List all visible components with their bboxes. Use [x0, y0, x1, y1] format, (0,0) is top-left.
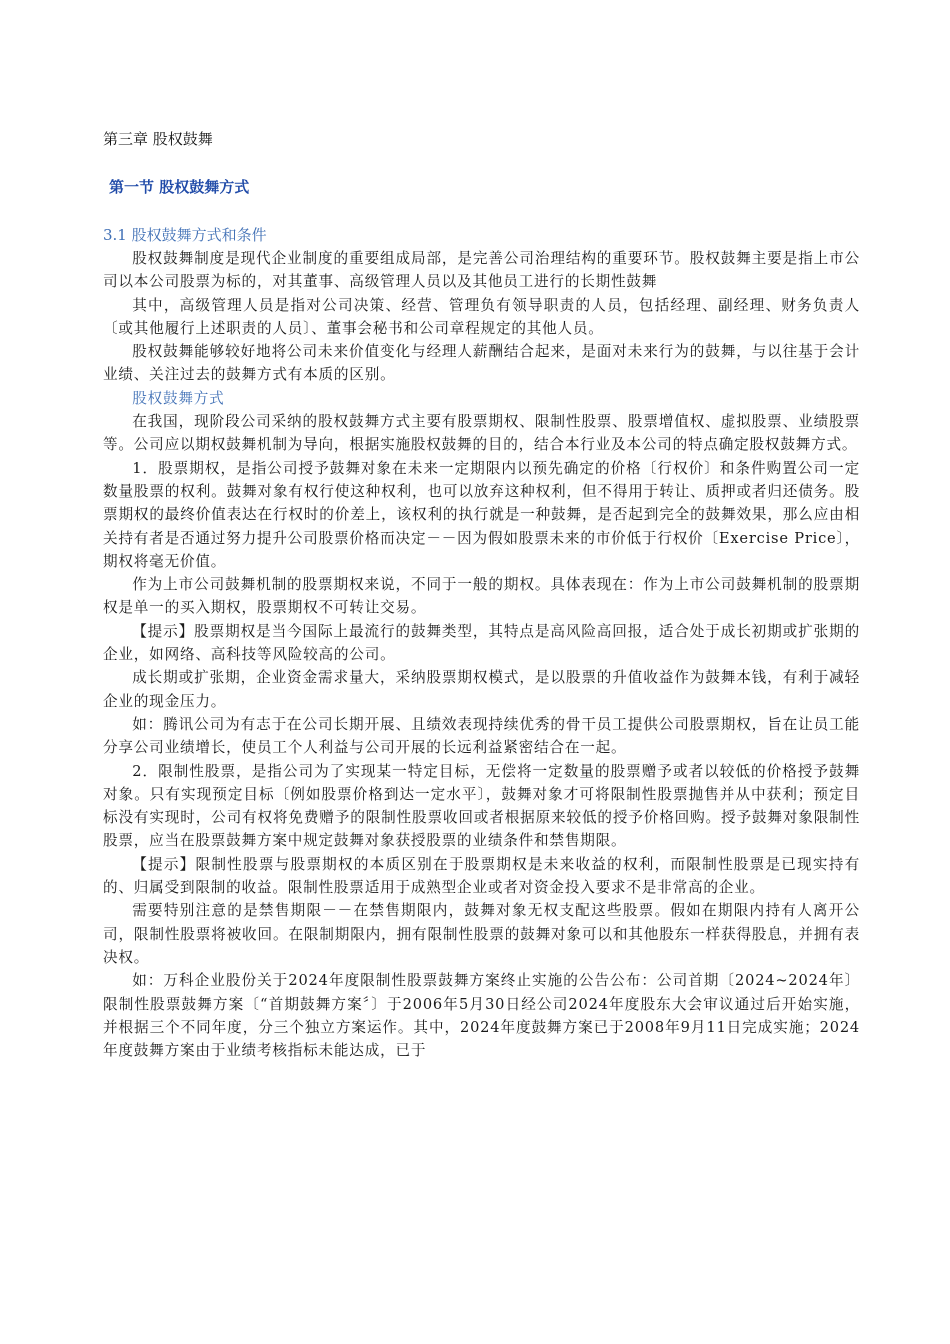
- paragraph: 2．限制性股票，是指公司为了实现某一特定目标，无偿将一定数量的股票赠予或者以较低的价格授予鼓舞对象。只有实现预定目标〔例如股票价格到达一定水平〕，鼓舞对象才可将限制性股票抛售并从中获利；预定目标没有实现时，公司有权将免费赠予的限制性股票收回或者根据原来较低的授予价格回购。授予鼓舞对象限制性股票，应当在股票鼓舞方案中规定鼓舞对象获授股票的业绩条件和禁售期限。: [103, 762, 860, 850]
- paragraph: 其中，高级管理人员是指对公司决策、经营、管理负有领导职责的人员，包括经理、副经理、财务负责人〔或其他履行上述职责的人员〕、董事会秘书和公司章程规定的其他人员。: [103, 296, 860, 337]
- subheading: 股权鼓舞方式: [132, 389, 225, 407]
- paragraph: 成长期或扩张期，企业资金需求量大，采纳股票期权模式，是以股票的升值收益作为鼓舞本钱，有利于减轻企业的现金压力。: [103, 669, 860, 710]
- subsection-title: 3.1 股权鼓舞方式和条件: [103, 226, 267, 244]
- paragraph: 需要特别注意的是禁售期限－－在禁售期限内，鼓舞对象无权支配这些股票。假如在期限内持有人离开公司，限制性股票将被收回。在限制期限内，拥有限制性股票的鼓舞对象可以和其他股东一样获得股息，并拥有表决权。: [103, 902, 860, 966]
- paragraph: 1．股票期权，是指公司授予鼓舞对象在未来一定期限内以预先确定的价格〔行权价〕和条件购置公司一定数量股票的权利。鼓舞对象有权行使这种权利，也可以放弃这种权利，但不得用于转让、质押或者归还债务。股票期权的最终价值表达在行权时的价差上，该权利的执行就是一种鼓舞，是否起到完全的鼓舞效果，那么应由相关持有者是否通过努力提升公司股票价格而决定－－因为假如股票未来的市价低于行权价〔Exercise Price〕，期权将毫无价值。: [103, 459, 860, 570]
- paragraph: 如：万科企业股份关于2024年度限制性股票鼓舞方案终止实施的公告公布：公司首期〔2024~2024年〕限制性股票鼓舞方案〔“首期鼓舞方案〞〕于2006年5月30日经公司2024年度股东大会审议通过后开始实施，并根据三个不同年度，分三个独立方案运作。其中，2024年度鼓舞方案已于2008年9月11日完成实施；2024年度鼓舞方案由于业绩考核指标未能达成，已于: [103, 972, 860, 1060]
- paragraph: 股权鼓舞制度是现代企业制度的重要组成局部，是完善公司治理结构的重要环节。股权鼓舞主要是指上市公司以本公司股票为标的，对其董事、高级管理人员以及其他员工进行的长期性鼓舞: [103, 250, 860, 291]
- chapter-title: 第三章 股权鼓舞: [103, 130, 213, 148]
- paragraph: 【提示】限制性股票与股票期权的本质区别在于股票期权是未来收益的权利，而限制性股票是已现实持有的、归属受到限制的收益。限制性股票适用于成熟型企业或者对资金投入要求不是非常高的企业。: [103, 855, 860, 897]
- paragraph: 作为上市公司鼓舞机制的股票期权来说，不同于一般的期权。具体表现在：作为上市公司鼓舞机制的股票期权是单一的买入期权，股票期权不可转让交易。: [103, 576, 860, 617]
- paragraph: 在我国，现阶段公司采纳的股权鼓舞方式主要有股票期权、限制性股票、股票增值权、虚拟股票、业绩股票等。公司应以期权鼓舞机制为导向，根据实施股权鼓舞的目的，结合本行业及本公司的特点确定股权鼓舞方式。: [103, 413, 860, 454]
- paragraph: 【提示】股票期权是当今国际上最流行的鼓舞类型，其特点是高风险高回报，适合处于成长初期或扩张期的企业，如网络、高科技等风险较高的公司。: [103, 622, 860, 664]
- body-text: [103, 247, 860, 1062]
- paragraph: 如：腾讯公司为有志于在公司长期开展、且绩效表现持续优秀的骨干员工提供公司股票期权，旨在让员工能分享公司业绩增长，使员工个人利益与公司开展的长远利益紧密结合在一起。: [103, 715, 860, 757]
- paragraph: 股权鼓舞能够较好地将公司未来价值变化与经理人薪酬结合起来，是面对未来行为的鼓舞，与以往基于会计业绩、关注过去的鼓舞方式有本质的区别。: [103, 343, 860, 384]
- section-title: 第一节 股权鼓舞方式: [109, 178, 250, 196]
